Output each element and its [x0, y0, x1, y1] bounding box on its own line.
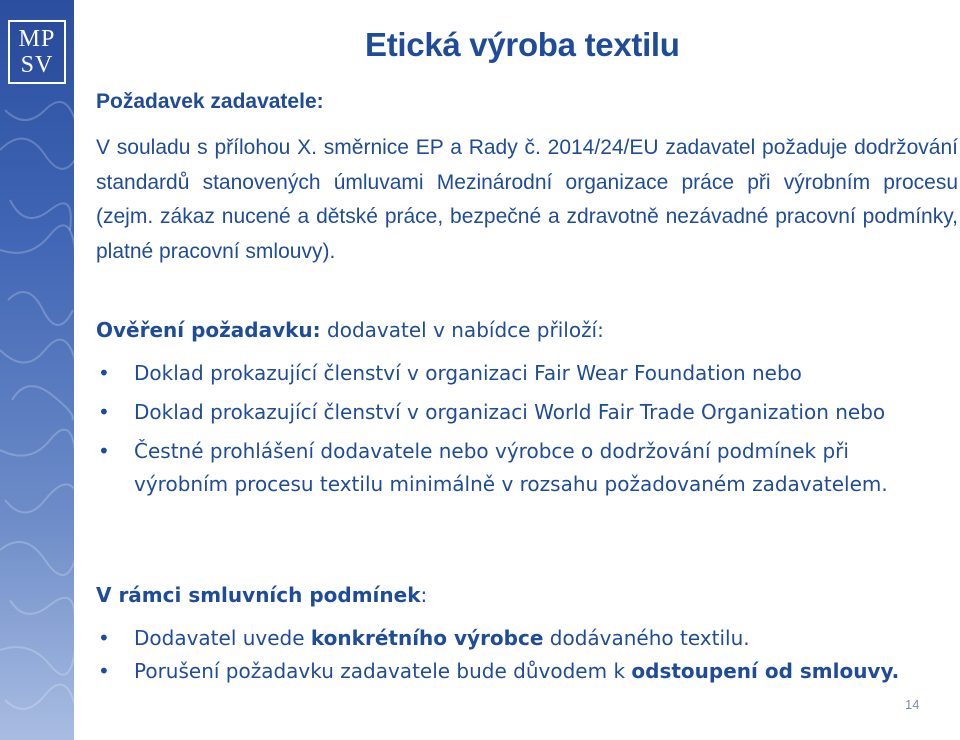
logo-text-top: MP [18, 26, 56, 52]
list-item [96, 396, 936, 429]
verification-line [96, 318, 604, 342]
mpsv-logo [8, 20, 66, 84]
verification-label: Ověření požadavku: [96, 318, 321, 342]
contract-label: V rámci smluvních podmínek [96, 583, 421, 607]
list-item-text: Doklad prokazující členství v organizaci Fair Wear Foundation nebo [134, 361, 802, 385]
list-item [96, 357, 936, 390]
intro-paragraph: V souladu s přílohou X. směrnice EP a Rady č. 2014/24/EU zadavatel požaduje dodržování standardů stanovených úmluvami Mezinárodní organizace práce při výrobním procesu (zejm. zákaz nucené a dětské práce, bezpečné a zdravotně nezávadné pracovní podmínky, platné pracovní smlouvy). [96, 136, 958, 263]
bullet-icon: • [98, 439, 110, 463]
sidebar-decoration [0, 0, 74, 740]
bullet-icon: • [98, 659, 110, 683]
item-text-bold: odstoupení od smlouvy. [631, 659, 900, 683]
item-text-pre: Porušení požadavku zadavatele bude důvodem k [134, 659, 632, 683]
contract-list [96, 622, 936, 688]
item-text-bold: konkrétního výrobce [310, 626, 544, 650]
verification-list [96, 357, 936, 501]
requirement-heading: Požadavek zadavatele: [96, 90, 324, 113]
list-item [96, 655, 936, 688]
page-number: 14 [905, 697, 920, 712]
slide-title: Etická výroba textilu [365, 26, 680, 63]
list-item [96, 622, 936, 655]
contract-heading [96, 583, 427, 607]
item-text-pre: Dodavatel uvede [134, 626, 311, 650]
bullet-icon: • [98, 400, 110, 424]
contract-suffix: : [420, 583, 428, 607]
list-item-text: Čestné prohlášení dodavatele nebo výrobce o dodržování podmínek při výrobním procesu textilu minimálně v rozsahu požadovaném zadavatelem. [134, 439, 888, 496]
list-item [96, 435, 936, 501]
bullet-icon: • [98, 626, 110, 650]
verification-text: dodavatel v nabídce přiloží: [320, 318, 604, 342]
item-text-post: dodávaného textilu. [543, 626, 750, 650]
logo-text-bottom: SV [20, 52, 54, 78]
list-item-text: Doklad prokazující členství v organizaci World Fair Trade Organization nebo [134, 400, 886, 424]
bullet-icon: • [98, 361, 110, 385]
sidebar-pattern [0, 0, 74, 740]
